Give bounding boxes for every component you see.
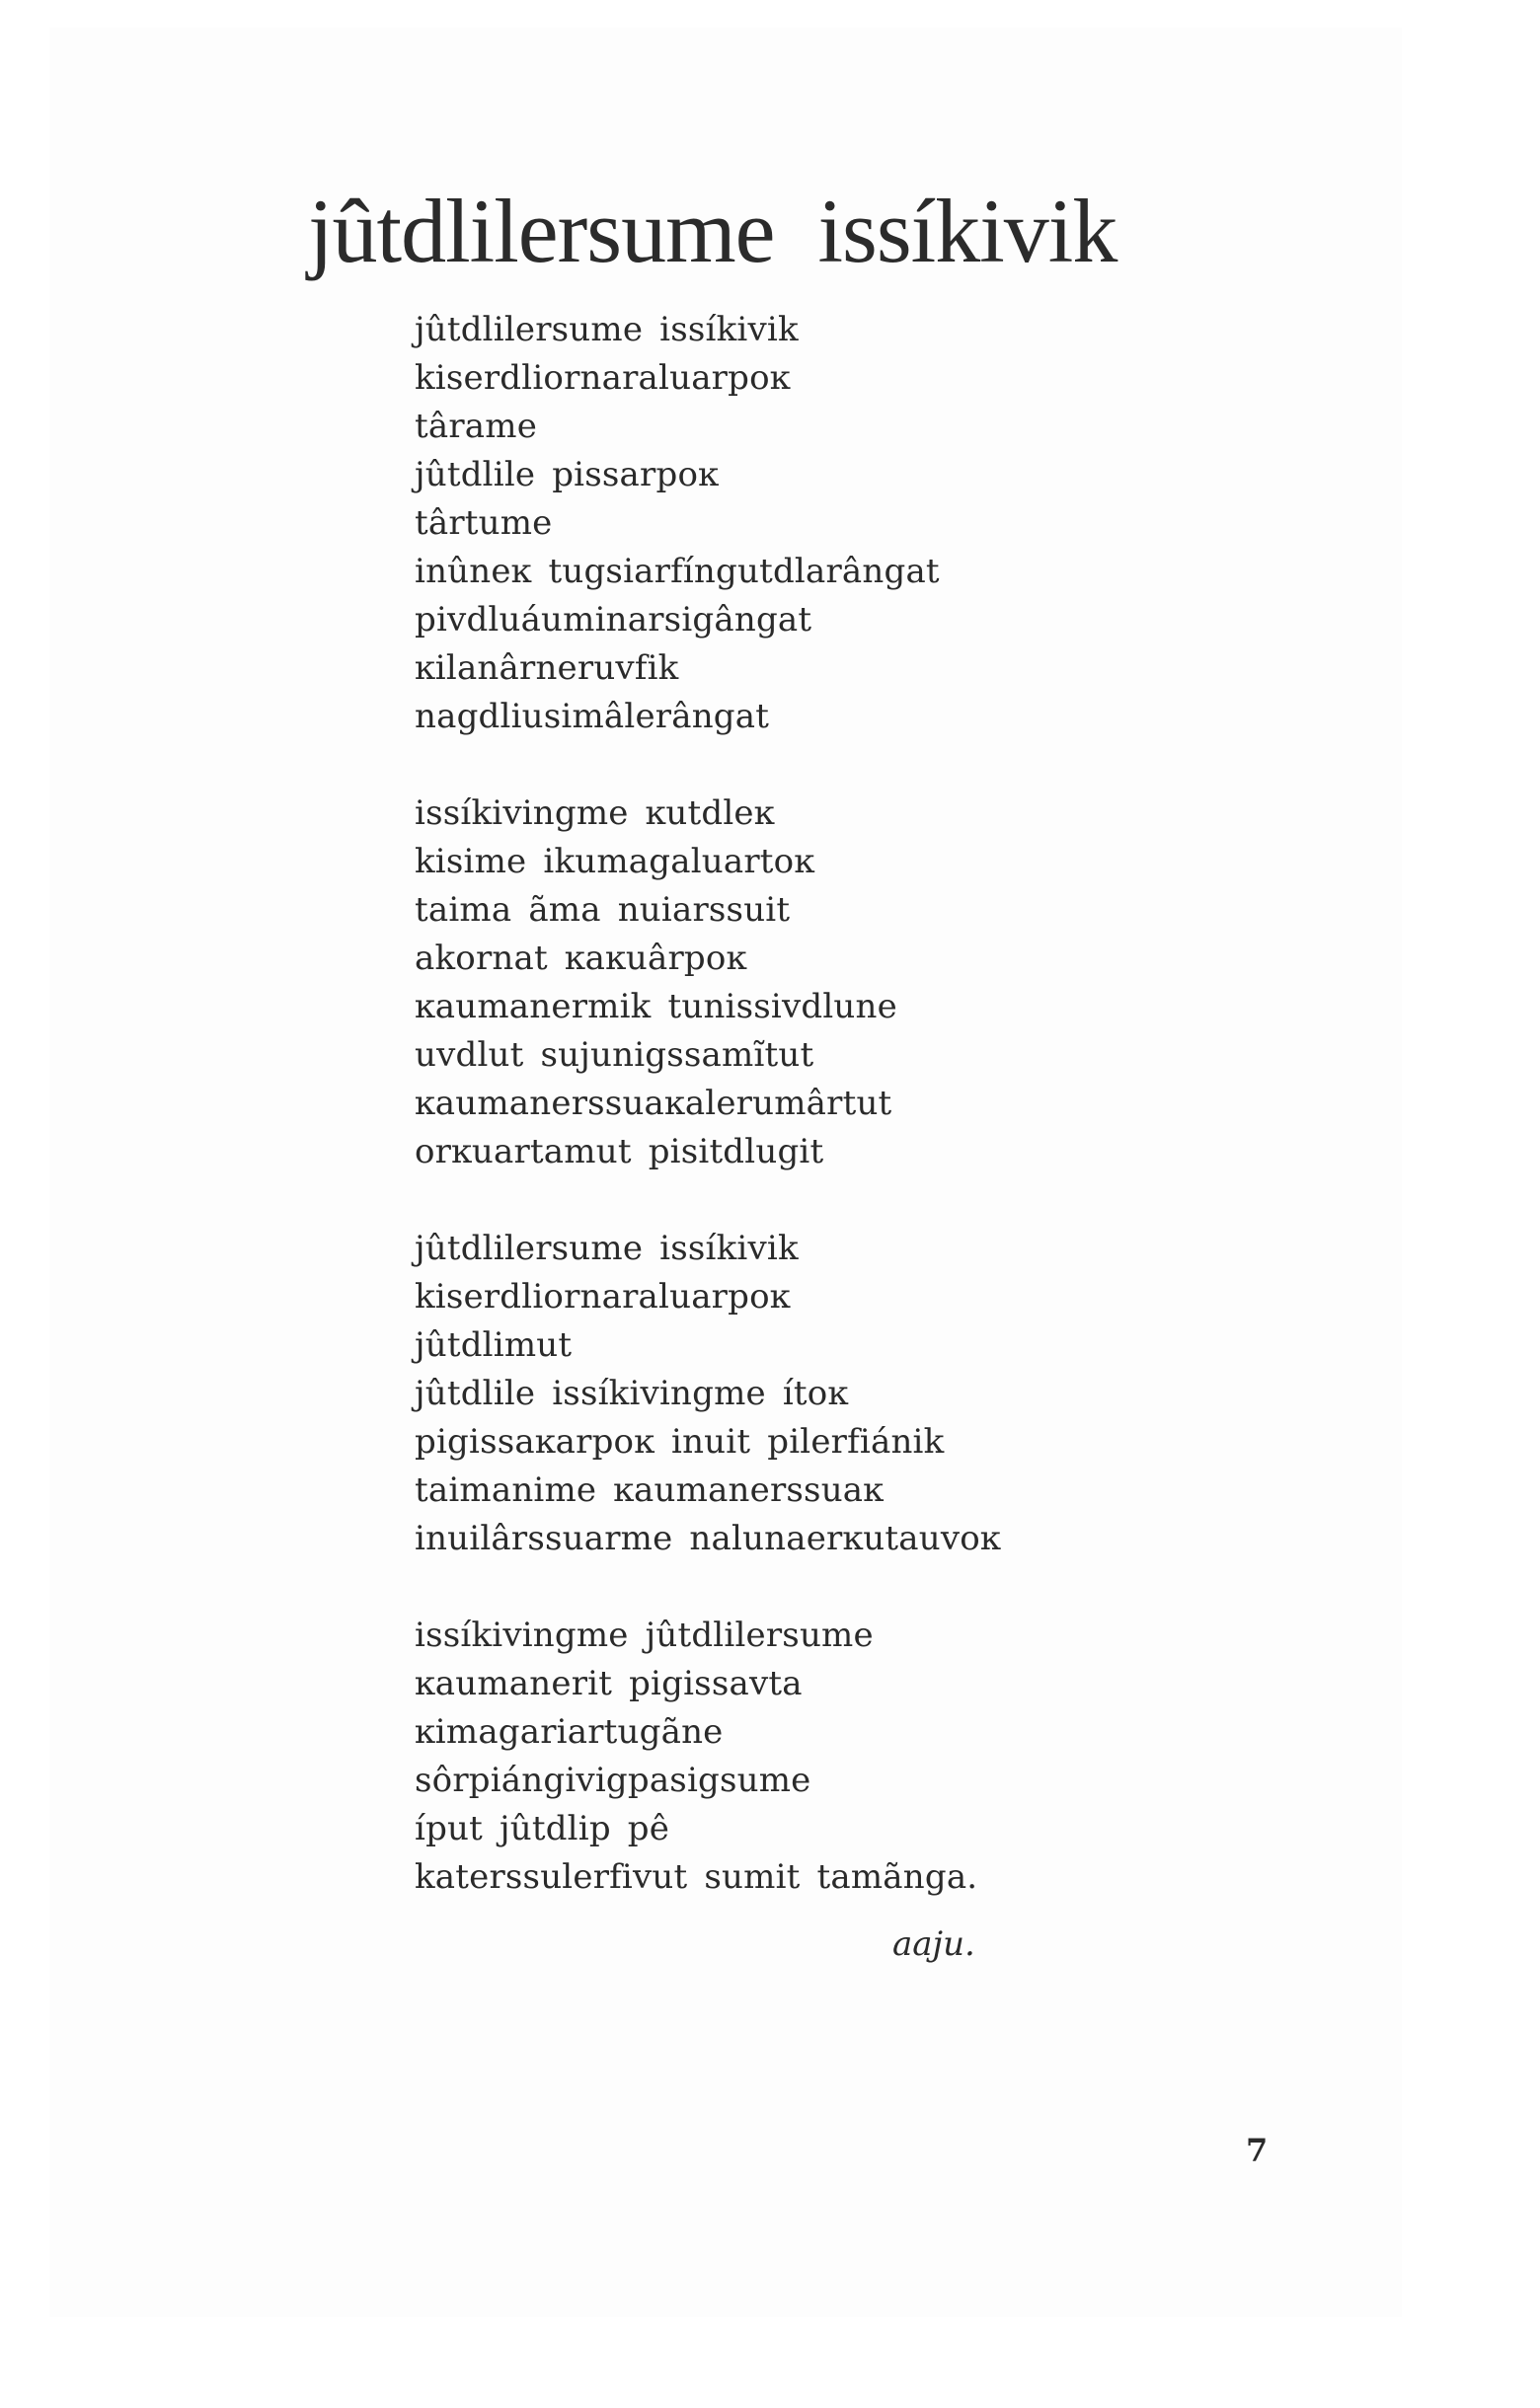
stanza-2 <box>415 790 1303 1176</box>
poem-line: pigissaĸarpoĸ inuit pilerfiánik <box>415 1422 945 1462</box>
poem-line: jûtdlile issíkivingme ítoĸ <box>415 1374 849 1413</box>
poem-line: íput jûtdlip pê <box>415 1809 670 1848</box>
poem-line: pivdluáuminarsigângat <box>415 600 812 640</box>
poem-line: târtume <box>415 503 553 543</box>
stanza-3 <box>415 1225 1303 1563</box>
poem-line: kiserdliornaraluarpoĸ <box>415 358 791 398</box>
poem-line: taima ãma nuiarssuit <box>415 890 791 930</box>
poem-line: issíkivingme jûtdlilersume <box>415 1616 874 1655</box>
poem-line: nagdliusimâlerângat <box>415 697 770 736</box>
poem-line: jûtdlile pissarpoĸ <box>415 455 719 494</box>
poem-line: jûtdlimut <box>415 1325 573 1365</box>
poem-line: sôrpiángivigpasigsume <box>415 1761 811 1800</box>
page-number: 7 <box>1246 2132 1269 2169</box>
poem-line: ĸaumanerit pigissavta <box>415 1664 803 1703</box>
poem-line: uvdlut sujunigssamĩtut <box>415 1035 814 1075</box>
poem-line: katerssulerfivut sumit tamãnga. <box>415 1857 978 1897</box>
poem-line: ĸilanârneruvfik <box>415 648 679 688</box>
stanza-4 <box>415 1612 1303 1902</box>
poem-line: kisime ikumagaluartoĸ <box>415 842 815 881</box>
poem-line: jûtdlilersume issíkivik <box>415 1229 799 1268</box>
poem-line: târame <box>415 407 538 446</box>
poem-line: kiserdliornaraluarpoĸ <box>415 1277 791 1317</box>
poem-line: ĸaumanermik tunissivdlune <box>415 987 897 1026</box>
poem-line: akornat ĸaĸuârpoĸ <box>415 939 747 978</box>
poem-line: jûtdlilersume issíkivik <box>415 310 799 349</box>
poem-line: inuilârssuarme nalunaerĸutauvoĸ <box>415 1519 1001 1558</box>
poem-line: ĸimagariartugãne <box>415 1712 724 1752</box>
author-signature: aaju. <box>892 1924 975 1964</box>
poem-line: ĸaumanerssuaĸalerumârtut <box>415 1084 892 1123</box>
poem-line: taimanime ĸaumanerssuaĸ <box>415 1470 885 1510</box>
poem-line: inûneĸ tugsiarfíngutdlarângat <box>415 552 940 591</box>
poem-body <box>415 306 1303 1950</box>
poem-title: jûtdlilersume issíkivik <box>308 181 1117 281</box>
stanza-1 <box>415 306 1303 741</box>
poem-line: orĸuartamut pisitdlugit <box>415 1132 824 1171</box>
poem-line: issíkivingme ĸutdleĸ <box>415 793 775 833</box>
